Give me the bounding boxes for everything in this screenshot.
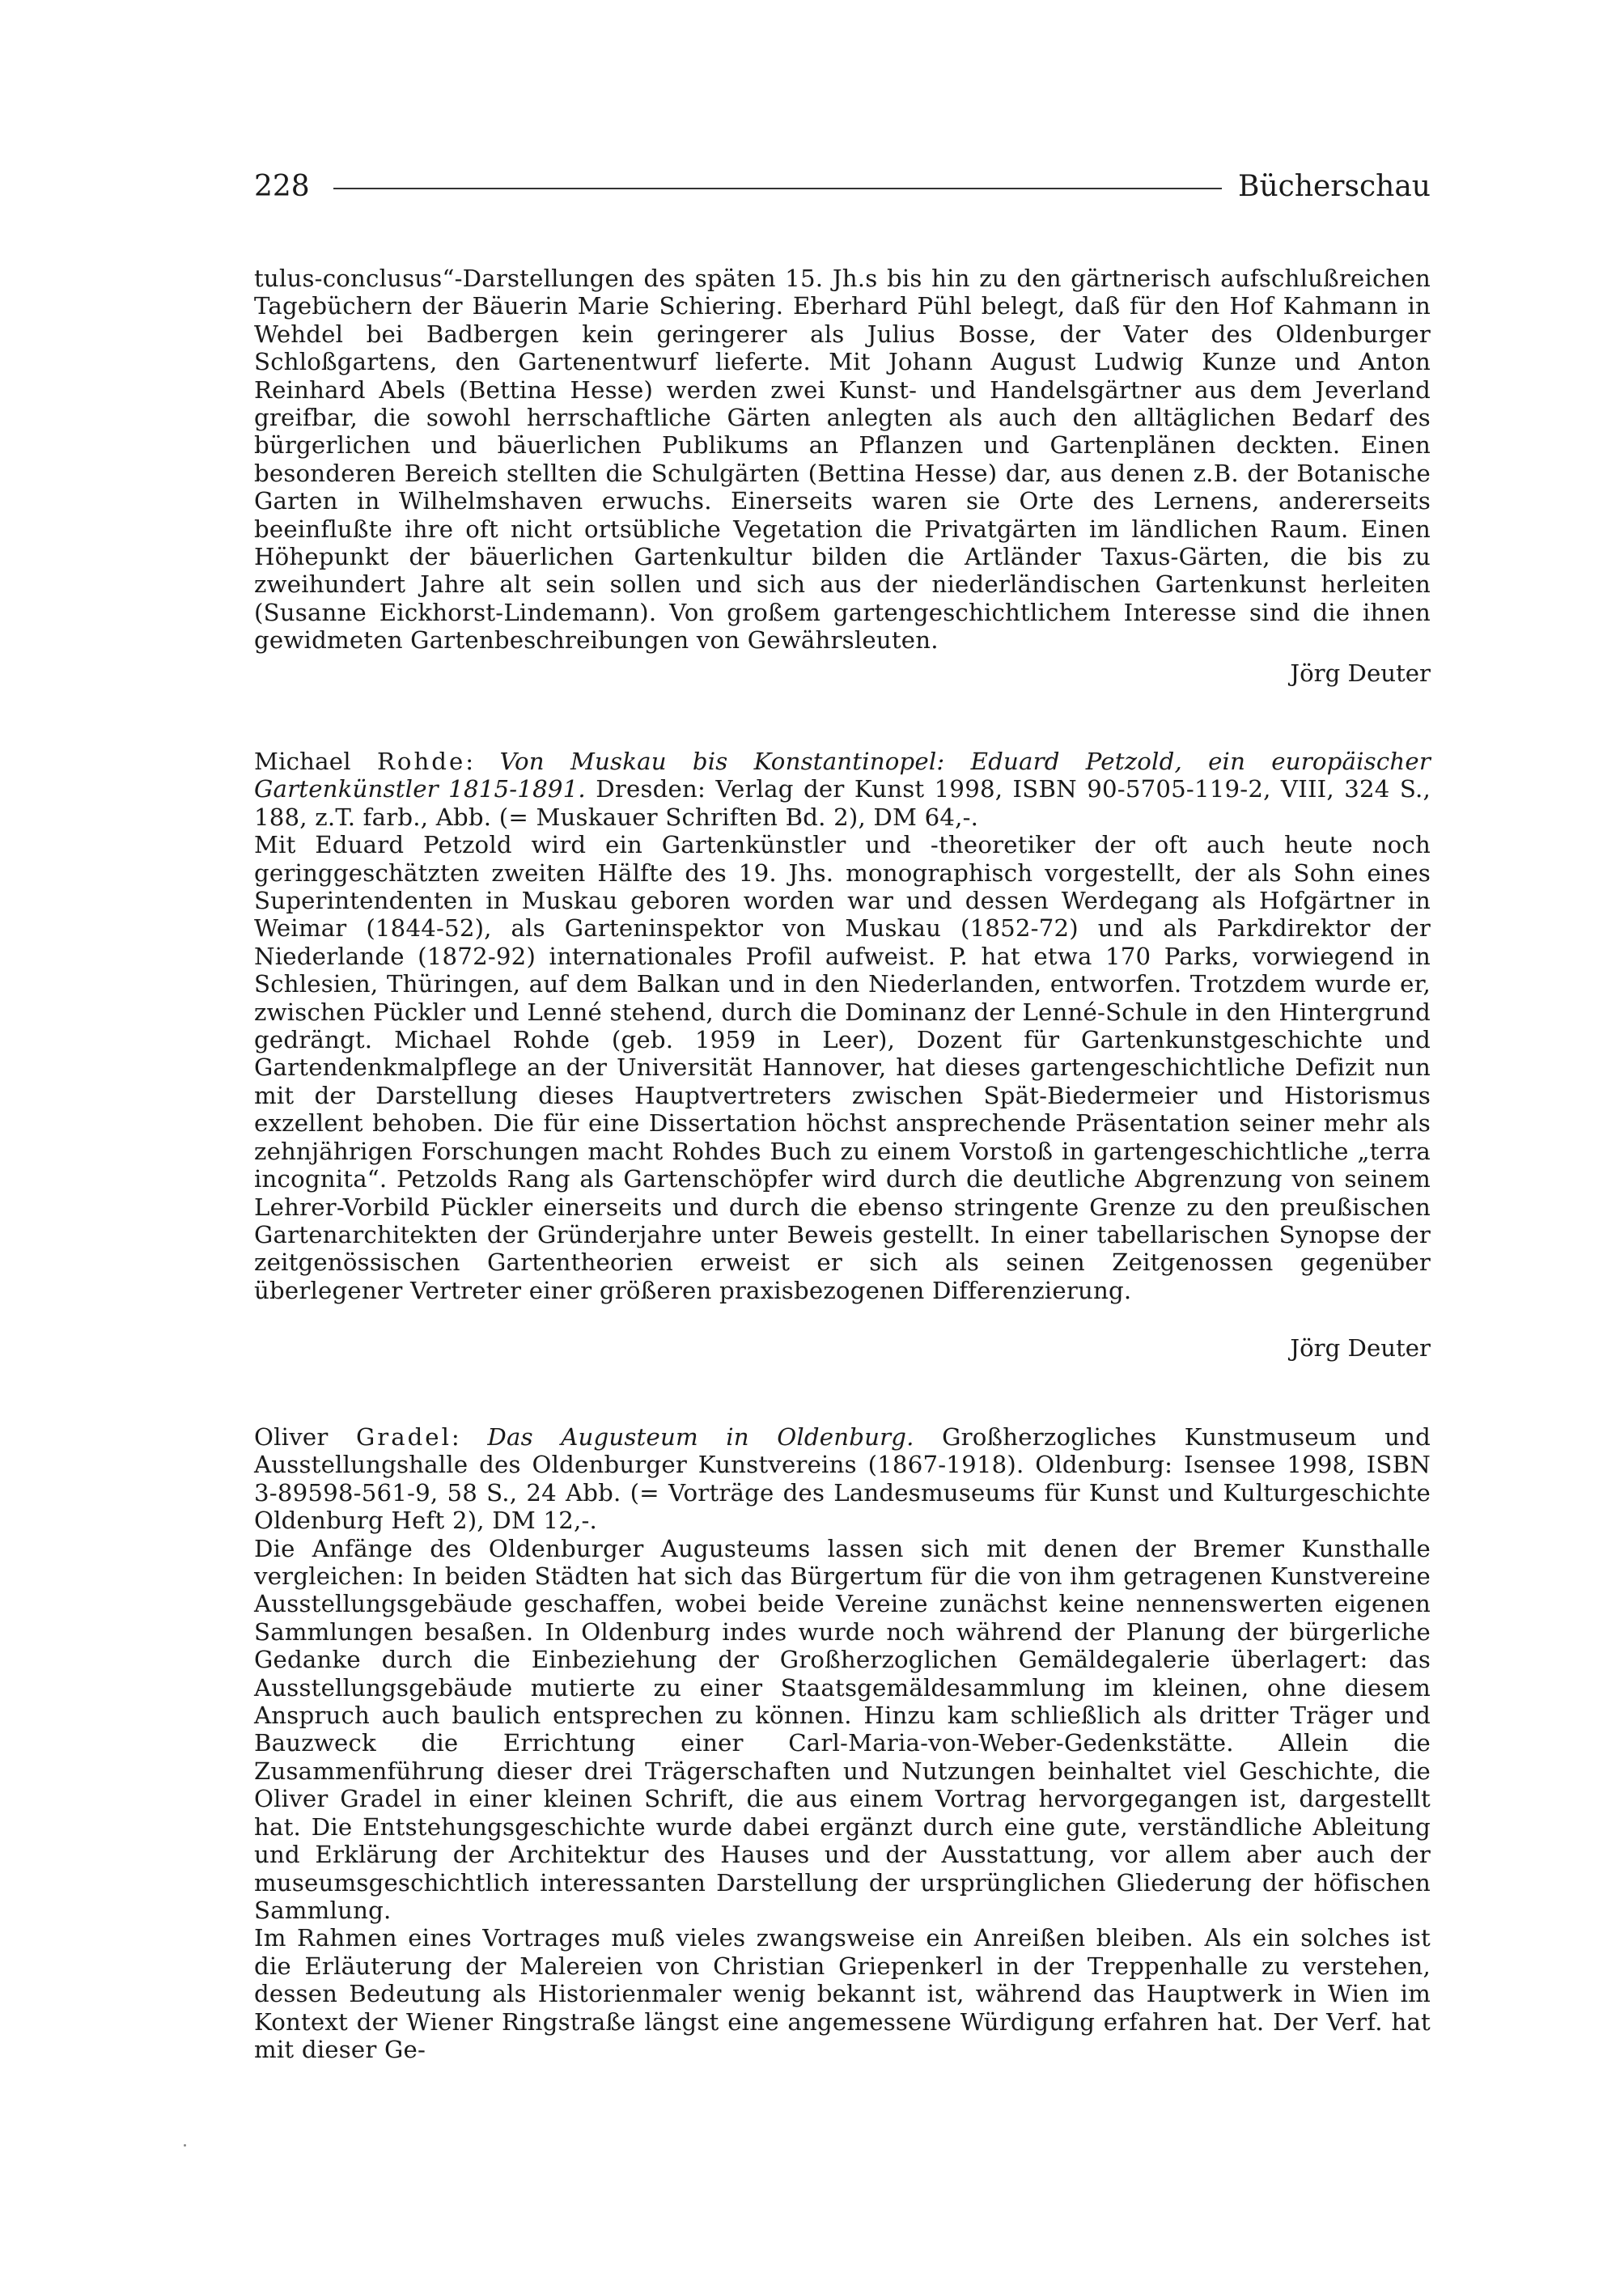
- publication-info: Großherzogliches Kunstmuseum und Ausstellungshalle des Oldenburger Kunstvereins (1867-1918). Oldenburg: Isensee 1998, ISBN 3-89598-561-9, 58 S., 24 Abb. (= Vorträge des Landesmuseums für Kunst und Kulturgeschichte Oldenburg Heft 2), DM 12,-.: [254, 1423, 1431, 1535]
- review-rohde: [254, 748, 1431, 1304]
- review-gradel-body-1: Die Anfänge des Oldenburger Augusteums lassen sich mit denen der Bremer Kunsthalle vergleichen: In beiden Städten hat sich das Bürgertum für die von ihm getragenen Kunstvereine Ausstellungsgebäude geschaffen, wobei beide Vereine zunächst keine nennenswerten eigenen Sammlungen besaßen. In Oldenburg indes wurde noch während der Planung der bürgerliche Gedanke durch die Einbeziehung der Großherzoglichen Gemäldegalerie überlagert: das Ausstellungsgebäude mutierte zu einer Staatsgemäldesammlung im kleinen, ohne diesem Anspruch auch baulich entsprechen zu können. Hinzu kam schließlich als dritter Träger und Bauzweck die Errichtung einer Carl-Maria-von-Weber-Gedenkstätte. Allein die Zusammenführung dieser drei Trägerschaften und Nutzungen beinhaltet viel Geschichte, die Oliver Gradel in einer kleinen Schrift, die aus einem Vortrag hervorgegangen ist, dargestellt hat. Die Entstehungsgeschichte wurde dabei ergänzt durch eine gute, verständliche Ableitung und Erklärung der Architektur des Hauses und der Ausstattung, vor allem aber auch der museumsgeschichtlich interessanten Darstellung der ursprünglichen Gliederung der höfischen Sammlung.: [254, 1534, 1431, 1924]
- running-head: Bücherschau: [1238, 170, 1431, 203]
- book-title: Von Muskau bis Konstantinopel: Eduard Petzold, ein europäischer Gartenkünstler 1815-1891.: [254, 748, 1431, 803]
- review-gradel-body-2: Im Rahmen eines Vortrages muß vieles zwangsweise ein Anreißen bleiben. Als ein solches ist die Erläuterung der Malereien von Christian Griepenkerl in der Treppenhalle zu verstehen, dessen Bedeutung als Historienmaler wenig bekannt ist, während das Hauptwerk in Wien im Kontext der Wiener Ringstraße längst eine angemessene Würdigung erfahren hat. Der Verf. hat mit dieser Ge-: [254, 1924, 1431, 2063]
- reviewer-signature: Jörg Deuter: [1290, 1334, 1431, 1362]
- author-last-name: Gradel: [355, 1423, 452, 1451]
- page-header: [254, 168, 1431, 209]
- review-continuation: [254, 265, 1431, 655]
- scan-speck: [184, 2144, 186, 2147]
- review-gradel: [254, 1423, 1431, 2063]
- citation-rohde: Michael Rohde: Von Muskau bis Konstantinopel: Eduard Petzold, ein europäischer Gartenkünstler 1815-1891. Dresden: Verlag der Kunst 1998, ISBN 90-5705-119-2, VIII, 324 S., 188, z.T. farb., Abb. (= Muskauer Schriften Bd. 2), DM 64,-.: [254, 748, 1431, 831]
- author-first-name: Oliver: [254, 1423, 329, 1451]
- reviewer-signature: Jörg Deuter: [1290, 659, 1431, 687]
- page-number: 228: [254, 170, 310, 203]
- review-intro-body: tulus-conclusus“-Darstellungen des späten 15. Jh.s bis hin zu den gärtnerisch aufschlußreichen Tagebüchern der Bäuerin Marie Schiering. Eberhard Pühl belegt, daß für den Hof Kahmann in Wehdel bei Badbergen kein geringerer als Julius Bosse, der Vater des Oldenburger Schloßgartens, den Gartenentwurf lieferte. Mit Johann August Ludwig Kunze und Anton Reinhard Abels (Bettina Hesse) werden zwei Kunst- und Handelsgärtner aus dem Jeverland greifbar, die sowohl herrschaftliche Gärten anlegten als auch den alltäglichen Bedarf des bürgerlichen und bäuerlichen Publikums an Pflanzen und Gartenplänen deckten. Einen besonderen Bereich stellten die Schulgärten (Bettina Hesse) dar, aus denen z.B. der Botanische Garten in Wilhelmshaven erwuchs. Einerseits waren sie Orte des Lernens, andererseits beeinflußte ihre oft nicht ortsübliche Vegetation die Privatgärten im ländlichen Raum. Einen Höhepunkt der bäuerlichen Gartenkultur bilden die Artländer Taxus-Gärten, die bis zu zweihundert Jahre alt sein sollen und sich aus der niederländischen Gartenkunst herleiten (Susanne Eickhorst-Lindemann). Von großem gartengeschichtlichem Interesse sind die ihnen gewidmeten Gartenbeschreibungen von Gewährsleuten.: [254, 265, 1431, 655]
- author-first-name: Michael: [254, 748, 351, 775]
- book-title: Das Augusteum in Oldenburg.: [487, 1423, 914, 1451]
- header-rule: [333, 188, 1222, 189]
- author-last-name: Rohde: [376, 748, 466, 775]
- publication-info: Dresden: Verlag der Kunst 1998, ISBN 90-5705-119-2, VIII, 324 S., 188, z.T. farb., Abb. (= Muskauer Schriften Bd. 2), DM 64,-.: [254, 775, 1431, 831]
- review-rohde-body: Mit Eduard Petzold wird ein Gartenkünstler und -theoretiker der oft auch heute noch geringgeschätzten zweiten Hälfte des 19. Jhs. monographisch vorgestellt, der als Sohn eines Superintendenten in Muskau geboren worden war und dessen Werdegang als Hofgärtner in Weimar (1844-52), als Garteninspektor von Muskau (1852-72) und als Parkdirektor der Niederlande (1872-92) internationales Profil aufweist. P. hat etwa 170 Parks, vorwiegend in Schlesien, Thüringen, auf dem Balkan und in den Niederlanden, entworfen. Trotzdem wurde er, zwischen Pückler und Lenné stehend, durch die Dominanz der Lenné-Schule in den Hintergrund gedrängt. Michael Rohde (geb. 1959 in Leer), Dozent für Gartenkunstgeschichte und Gartendenkmalpflege an der Universität Hannover, hat dieses gartengeschichtliche Defizit nun mit der Darstellung dieses Hauptvertreters zwischen Spät-Biedermeier und Historismus exzellent behoben. Die für eine Dissertation höchst ansprechende Präsentation seiner mehr als zehnjährigen Forschungen macht Rohdes Buch zu einem Vorstoß in gartengeschichtliche „terra incognita“. Petzolds Rang als Gartenschöpfer wird durch die deutliche Abgrenzung von seinem Lehrer-Vorbild Pückler einerseits und durch die ebenso stringente Grenze zu den preußischen Gartenarchitekten der Gründerjahre unter Beweis gestellt. In einer tabellarischen Synopse der zeitgenössischen Gartentheorien erweist er sich als seinen Zeitgenossen gegenüber überlegener Vertreter einer größeren praxisbezogenen Differenzierung.: [254, 831, 1431, 1304]
- citation-gradel: Oliver Gradel: Das Augusteum in Oldenburg. Großherzogliches Kunstmuseum und Ausstellungshalle des Oldenburger Kunstvereins (1867-1918). Oldenburg: Isensee 1998, ISBN 3-89598-561-9, 58 S., 24 Abb. (= Vorträge des Landesmuseums für Kunst und Kulturgeschichte Oldenburg Heft 2), DM 12,-.: [254, 1423, 1431, 1535]
